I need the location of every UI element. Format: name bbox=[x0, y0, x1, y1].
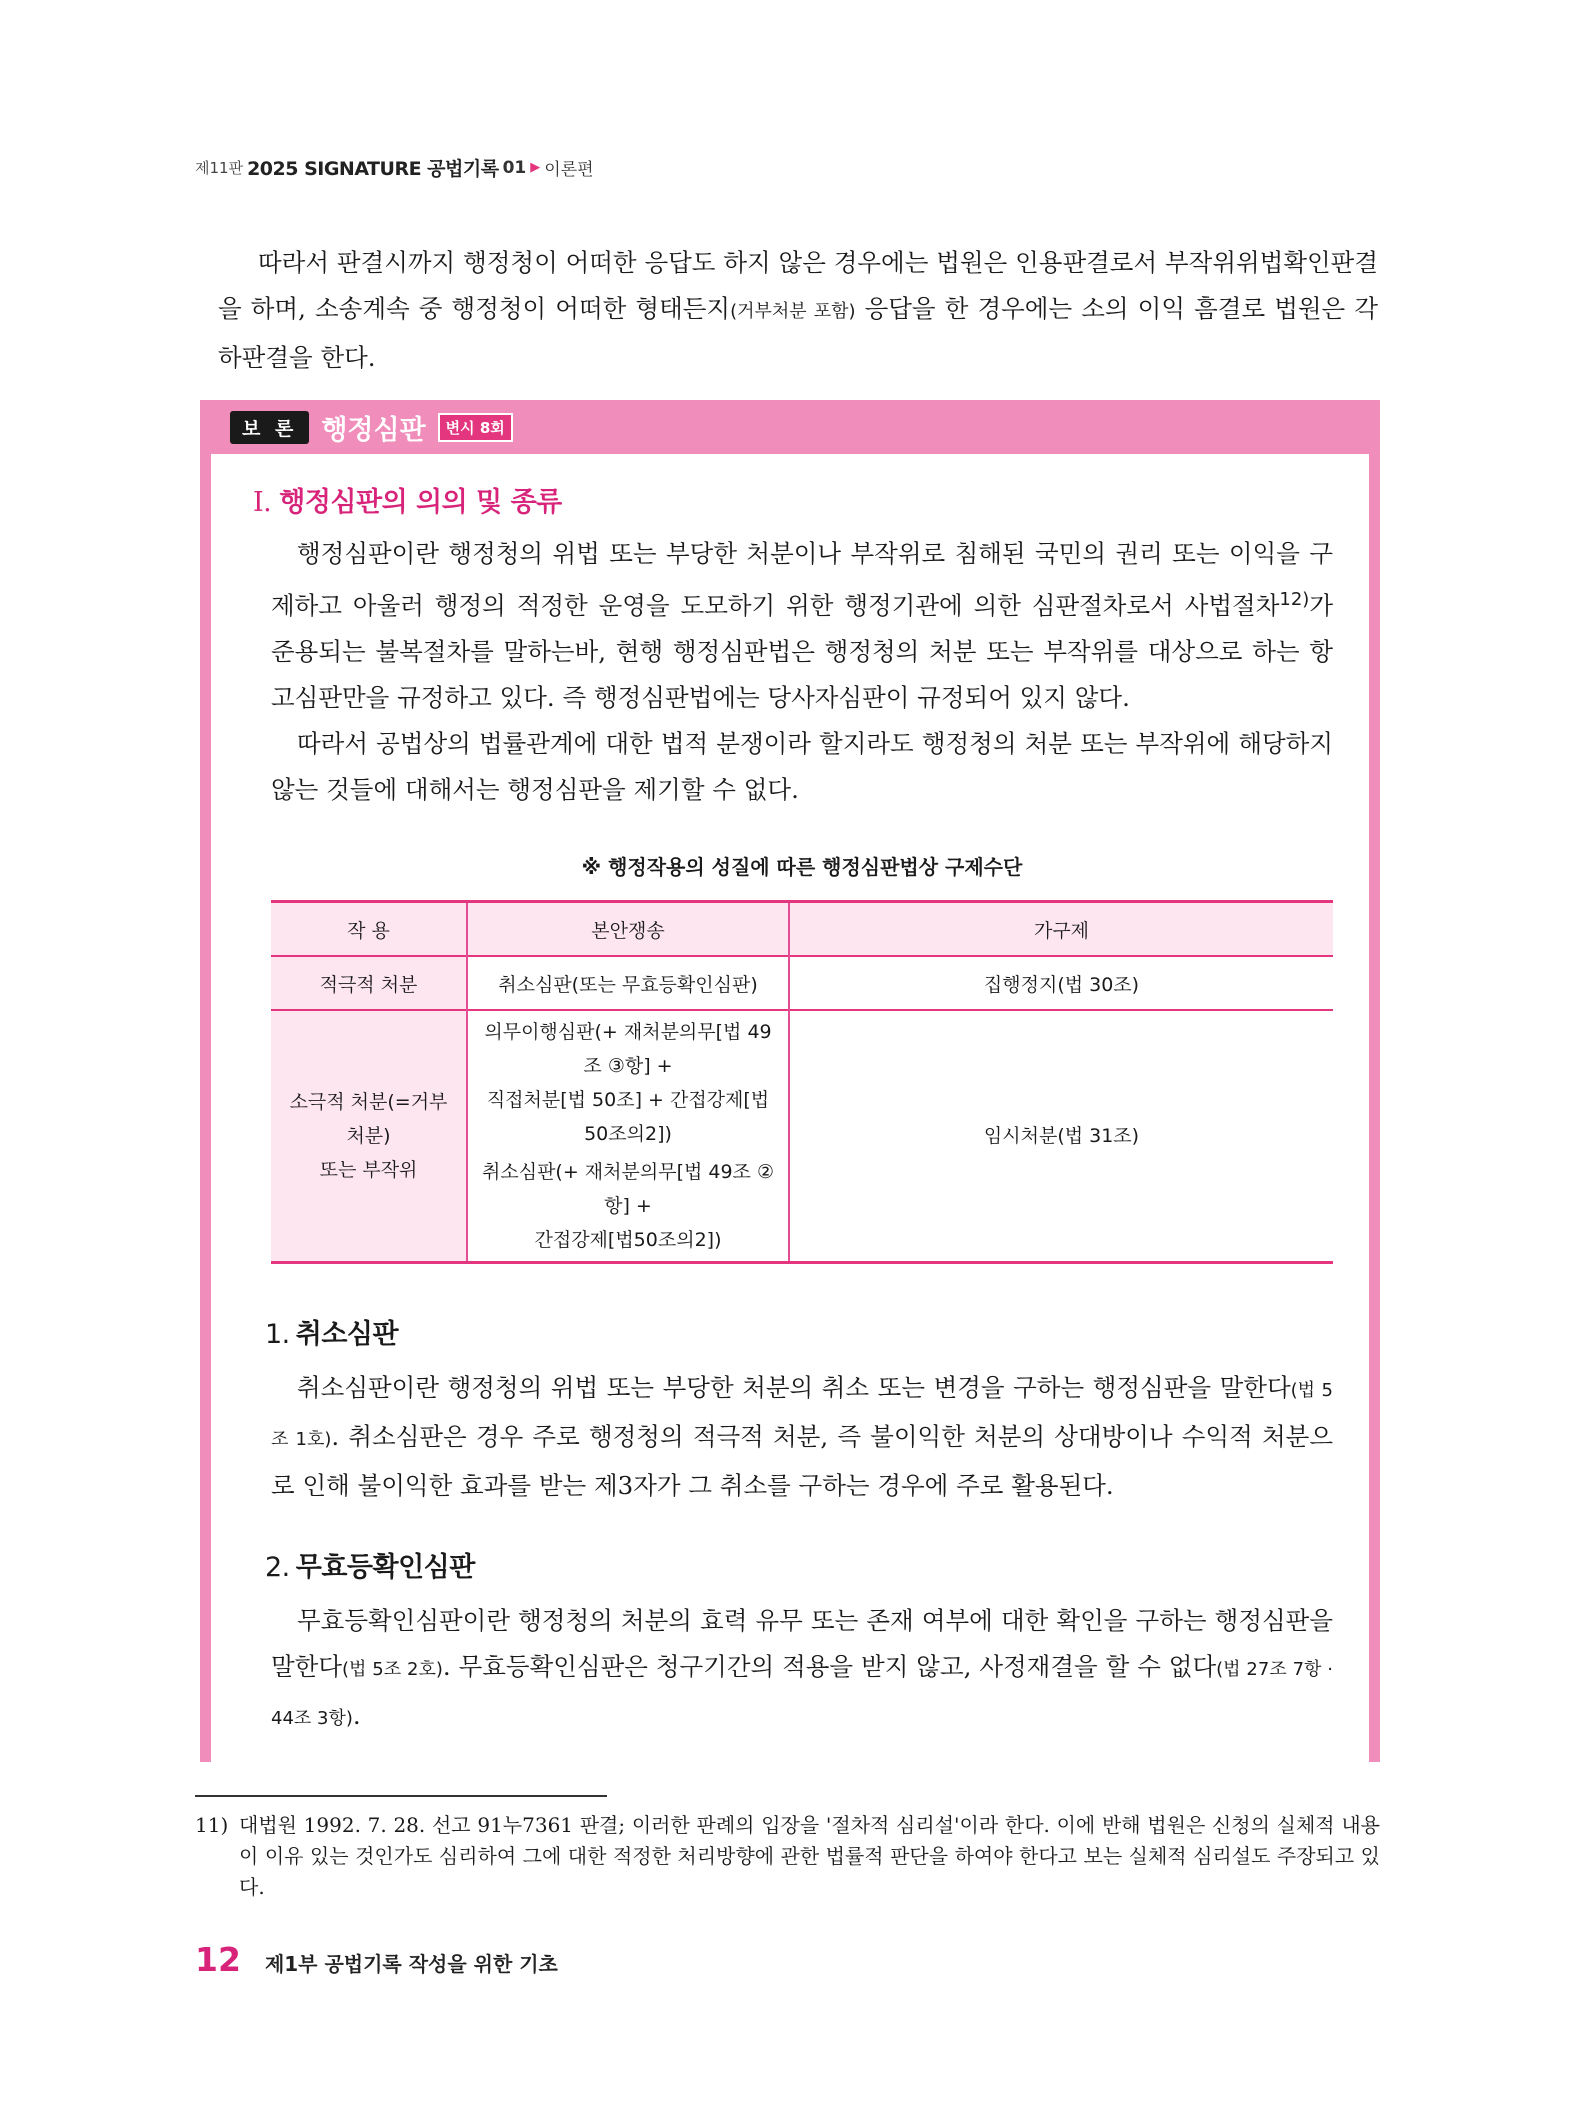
statute-ref: (법 27조 7항 · 44조 3항) bbox=[271, 1659, 1333, 1730]
revocation-paragraph bbox=[271, 1365, 1333, 1509]
header-action: 작 용 bbox=[271, 902, 467, 957]
subsection-title: 무효등확인심판 bbox=[295, 1552, 475, 1584]
section-title: 행정심판의 의의 및 종류 bbox=[279, 487, 562, 518]
revocation-text-b: . 취소심판은 경우 주로 행정청의 적극적 처분, 즉 불이익한 처분의 상대방이나 수익적 처분으로 인해 불이익한 효과를 받는 제3자가 그 취소를 구하는 경우에 주로 활용된다. bbox=[271, 1422, 1333, 1501]
footnote bbox=[195, 1810, 1380, 1903]
subsection-title: 취소심판 bbox=[295, 1319, 399, 1351]
cell-main: 취소심판(또는 무효등확인심판) bbox=[467, 956, 789, 1010]
supplement-content bbox=[253, 480, 1333, 1742]
subsection-number: 2. bbox=[265, 1552, 290, 1584]
definition-paragraph bbox=[271, 531, 1333, 721]
section-label: 이론편 bbox=[544, 160, 594, 180]
book-title: 2025 SIGNATURE 공법기록 bbox=[247, 158, 499, 180]
revocation-text-a: 취소심판이란 행정청의 위법 또는 부당한 처분의 취소 또는 변경을 구하는 행정심판을 말한다 bbox=[297, 1373, 1291, 1403]
footnote-number: 11) bbox=[195, 1813, 229, 1837]
footnote-text: 대법원 1992. 7. 28. 선고 91누7361 판결; 이러한 판례의 입장을 '절차적 심리설'이라 한다. 이에 반해 법원은 신청의 실체적 내용이 이유 있는 것인가도 심리하여 그에 대한 적정한 처리방향에 관한 법률적 판단을 하여야 한다고 보는 실체적 심리설도 주장되고 있다. bbox=[239, 1813, 1380, 1899]
remedies-table bbox=[271, 900, 1333, 1264]
supplement-box bbox=[200, 400, 1380, 1762]
cell-action: 적극적 처분 bbox=[271, 956, 467, 1010]
table-caption: ※ 행정작용의 성질에 따른 행정심판법상 구제수단 bbox=[581, 855, 1023, 880]
chapter-title: 제1부 공법기록 작성을 위한 기초 bbox=[264, 1952, 558, 1976]
intro-paragraph bbox=[218, 240, 1378, 381]
revocation-remedy bbox=[478, 1155, 778, 1257]
roman-numeral: I. bbox=[253, 487, 272, 518]
cell-interim: 임시처분(법 31조) bbox=[789, 1010, 1333, 1263]
nullity-paragraph bbox=[271, 1598, 1333, 1742]
nullity-text-c: . bbox=[352, 1701, 361, 1731]
intro-text-a: 따라서 판결시까지 행정청이 어떠한 응답도 하지 않은 경우에는 법원은 인용판결로서 부작위위법확인판결을 하며, 소송계속 중 행정청이 어떠한 형태든지 bbox=[218, 248, 1378, 323]
definition-text-b: 가 준용되는 불복절차를 말하는바, 현행 행정심판법은 행정청의 처분 또는 부작위를 대상으로 하는 항고심판만을 규정하고 있다. 즉 행정심판법에는 당사자심판이 규정되어 있지 않다. bbox=[271, 591, 1333, 713]
header-interim: 가구제 bbox=[789, 902, 1333, 957]
section-heading-1 bbox=[253, 480, 1333, 519]
supplement-box-header bbox=[200, 400, 1380, 454]
supplement-title: 행정심판 bbox=[321, 414, 426, 446]
header-main: 본안쟁송 bbox=[467, 902, 789, 957]
edition-label: 제11판 bbox=[195, 159, 244, 177]
statute-ref: (법 5조 2호) bbox=[342, 1659, 443, 1681]
table-row bbox=[271, 956, 1333, 1010]
part-number: 01 bbox=[502, 157, 527, 178]
statute-ref: (법 5조 1호) bbox=[271, 1380, 1333, 1451]
nullity-text-b: . 무효등확인심판은 청구기간의 적용을 받지 않고, 사정재결을 할 수 없다 bbox=[442, 1652, 1217, 1682]
scope-paragraph: 따라서 공법상의 법률관계에 대한 법적 분쟁이라 할지라도 행정청의 처분 또는 부작위에 해당하지 않는 것들에 대해서는 행정심판을 제기할 수 없다. bbox=[271, 729, 1333, 805]
subsection-number: 1. bbox=[265, 1319, 290, 1351]
cell-line: 또는 부작위 bbox=[319, 1159, 418, 1182]
subsection-heading-2 bbox=[265, 1545, 1333, 1584]
intro-note: (거부처분 포함) bbox=[730, 301, 856, 322]
page-number: 12 bbox=[195, 1940, 241, 1979]
page-footer bbox=[195, 1940, 558, 1979]
supplement-tag: 보 론 bbox=[230, 411, 309, 444]
mandamus-remedy bbox=[478, 1015, 778, 1151]
table-header-row bbox=[271, 902, 1333, 957]
cell-line: 직접처분[법 50조] + 간접강제[법 50조의2]) bbox=[486, 1089, 770, 1146]
cell-line: 간접강제[법50조의2]) bbox=[534, 1229, 722, 1252]
cell-line: 소극적 처분(=거부처분) bbox=[289, 1091, 448, 1148]
cell-interim: 집행정지(법 30조) bbox=[789, 956, 1333, 1010]
exam-badge: 변시 8회 bbox=[438, 413, 513, 442]
cell-main bbox=[467, 1010, 789, 1263]
running-header bbox=[195, 154, 594, 181]
cell-line: 취소심판(+ 재처분의무[법 49조 ②항] + bbox=[482, 1161, 774, 1218]
footnote-ref: 12) bbox=[1279, 589, 1310, 610]
nullity-text-a: 무효등확인심판이란 행정청의 처분의 효력 유무 또는 존재 여부에 대한 확인을 구하는 행정심판을 말한다 bbox=[271, 1606, 1333, 1682]
intro-text-b: 응답을 한 경우에는 소의 이익 흠결로 법원은 각하판결을 한다. bbox=[218, 294, 1378, 372]
cell-action bbox=[271, 1010, 467, 1263]
footnote-divider bbox=[195, 1795, 607, 1797]
subsection-heading-1 bbox=[265, 1312, 1333, 1351]
definition-text-a: 행정심판이란 행정청의 위법 또는 부당한 처분이나 부작위로 침해된 국민의 권리 또는 이익을 구제하고 아울러 행정의 적정한 운영을 도모하기 위한 행정기관에 의한 심판절차로서 사법절차 bbox=[271, 539, 1333, 621]
triangle-right-icon: ▶ bbox=[530, 160, 541, 175]
cell-line: 의무이행심판(+ 재처분의무[법 49조 ③항] + bbox=[484, 1021, 772, 1078]
table-row bbox=[271, 1010, 1333, 1263]
